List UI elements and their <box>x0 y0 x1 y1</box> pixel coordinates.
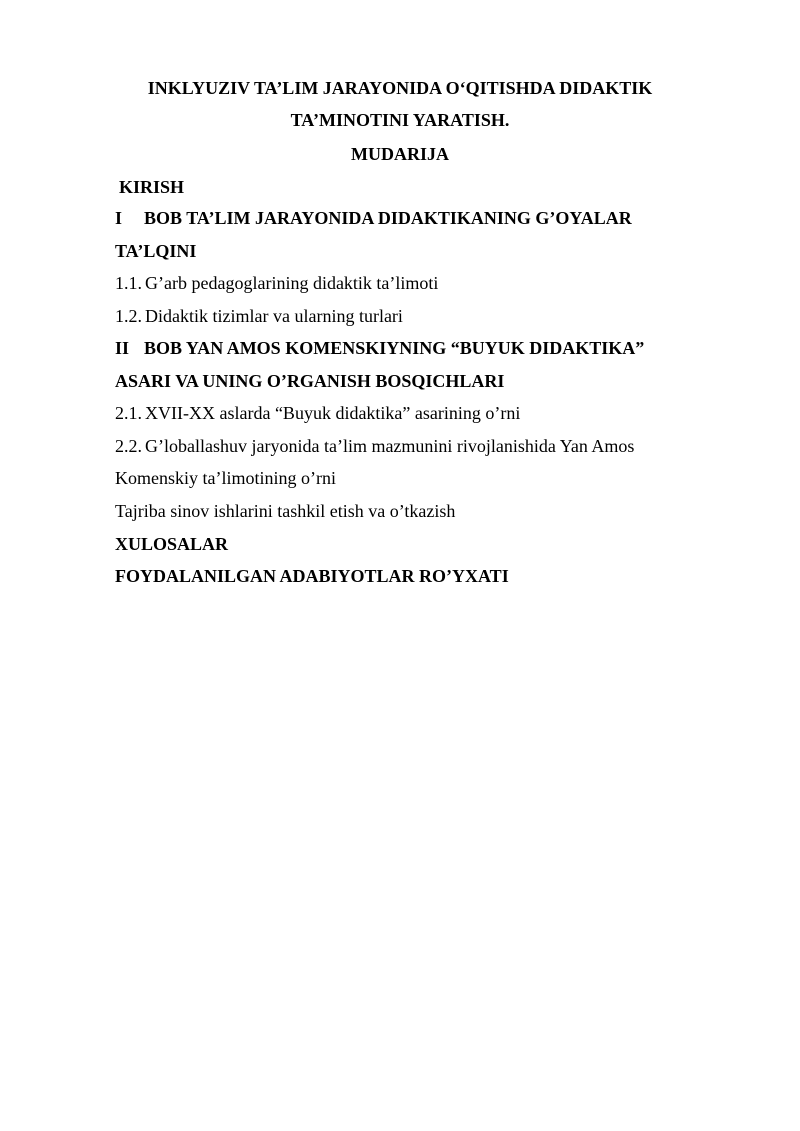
document-title-line-2: TA’MINOTINI YARATISH. <box>290 110 510 130</box>
section-2-2-title-line-2: Komenskiy ta’limotining o’rni <box>115 468 336 488</box>
toc-item-conclusions: XULOSALAR <box>115 534 229 554</box>
chapter-1-roman: I <box>115 208 123 228</box>
toc-item-references: FOYDALANILGAN ADABIYOTLAR RO’YXATI <box>115 566 509 586</box>
section-2-2-number: 2.2. <box>115 436 142 456</box>
section-2-1-number: 2.1. <box>115 403 142 423</box>
toc-item-intro: KIRISH <box>119 177 185 197</box>
chapter-1-title-line-2: TA’LQINI <box>115 241 197 261</box>
chapter-1-title-line-1: BOB TA’LIM JARAYONIDA DIDAKTIKANING G’OYALAR <box>144 208 632 228</box>
section-1-1-number: 1.1. <box>115 273 142 293</box>
chapter-2-title-line-2: ASARI VA UNING O’RGANISH BOSQICHLARI <box>115 371 505 391</box>
toc-section-2-2 <box>115 435 634 457</box>
toc-chapter-2 <box>115 337 644 359</box>
toc-section-2-1 <box>115 402 520 424</box>
contents-heading: MUDARIJA <box>351 144 449 164</box>
toc-item-experiment: Tajriba sinov ishlarini tashkil etish va o’tkazish <box>115 501 456 521</box>
chapter-2-title-line-1: BOB YAN AMOS KOMENSKIYNING “BUYUK DIDAKTIKA” <box>144 338 645 358</box>
section-2-2-title-line-1: G’loballashuv jaryonida ta’lim mazmunini rivojlanishida Yan Amos <box>145 436 635 456</box>
section-1-2-title: Didaktik tizimlar va ularning turlari <box>145 306 403 326</box>
toc-section-1-1 <box>115 272 438 294</box>
section-1-1-title: G’arb pedagoglarining didaktik ta’limoti <box>145 273 439 293</box>
section-1-2-number: 1.2. <box>115 306 142 326</box>
toc-chapter-1 <box>115 207 632 229</box>
document-title-line-1: INKLYUZIV TA’LIM JARAYONIDA O‘QITISHDA DIDAKTIK <box>147 78 653 98</box>
section-2-1-title: XVII-XX aslarda “Buyuk didaktika” asarining o’rni <box>145 403 521 423</box>
toc-section-1-2 <box>115 305 403 327</box>
chapter-2-roman: II <box>115 338 130 358</box>
